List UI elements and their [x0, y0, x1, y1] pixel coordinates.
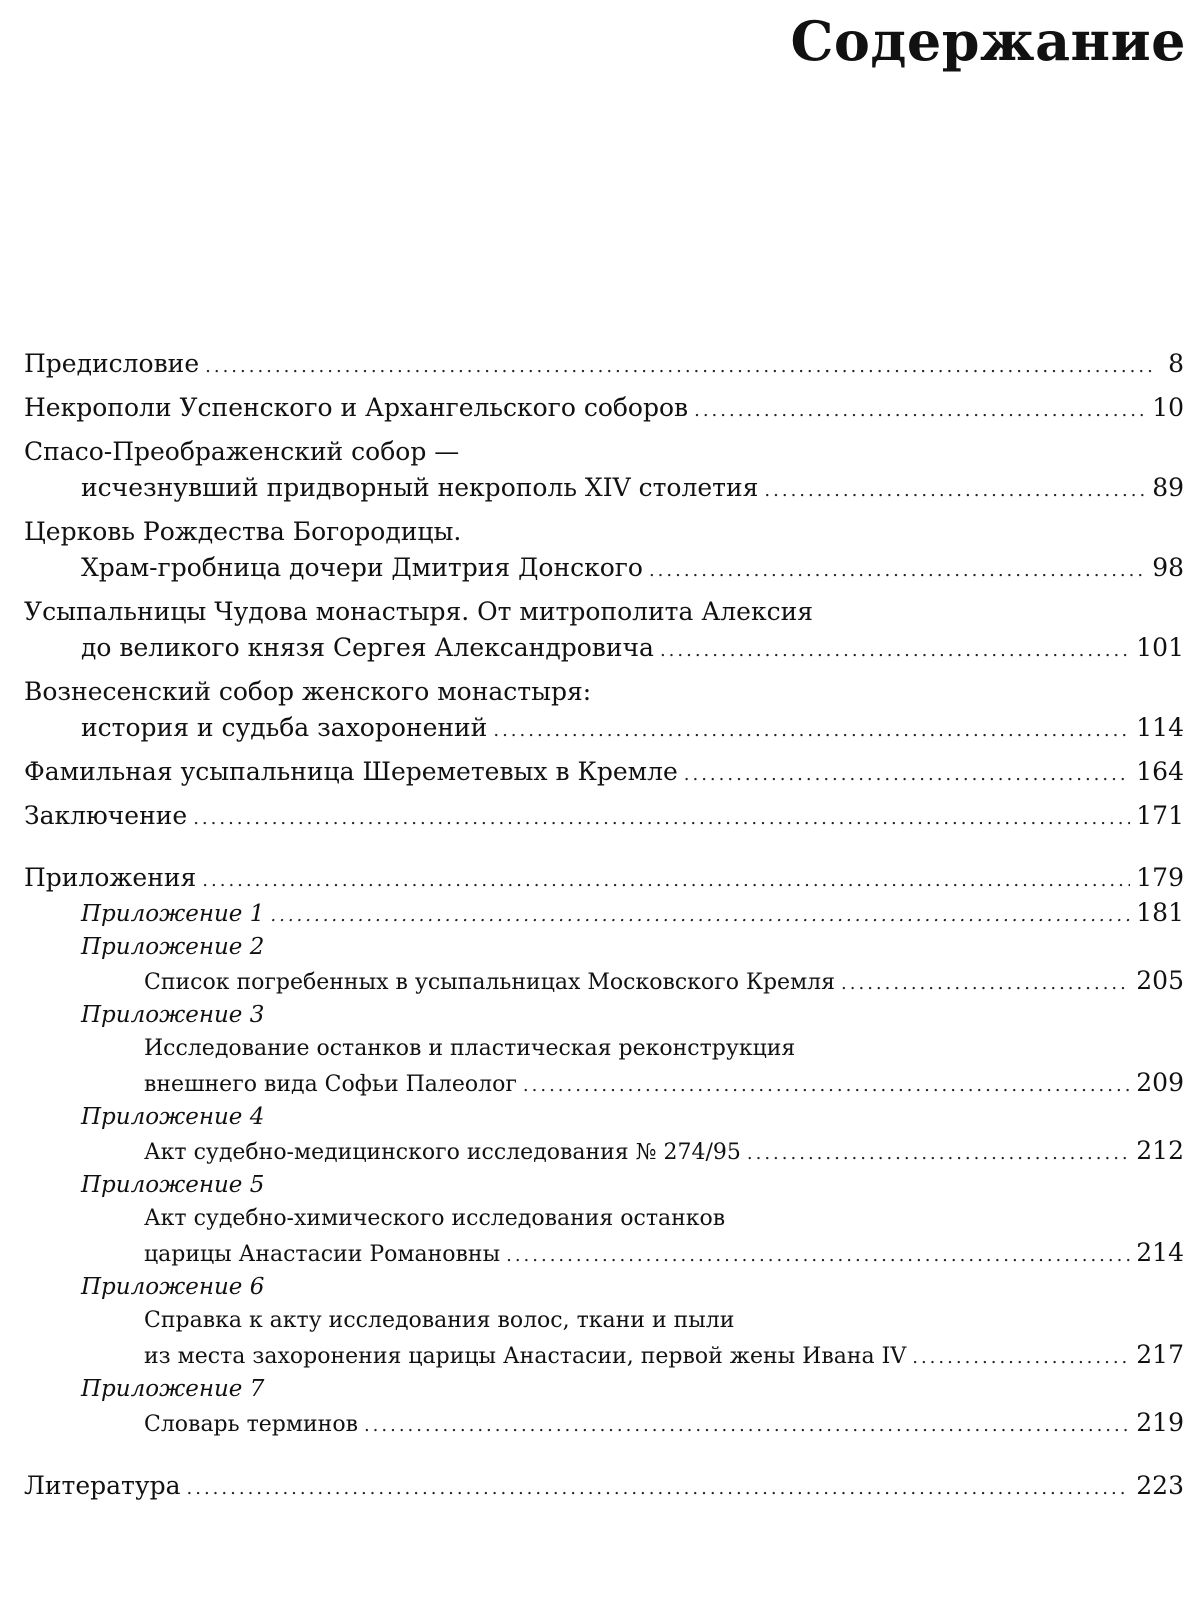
appendix-heading: Приложение 4	[81, 1104, 265, 1130]
dot-leader	[202, 863, 1130, 899]
toc-line	[24, 1468, 1184, 1504]
dot-leader	[187, 1471, 1131, 1507]
dot-leader	[660, 633, 1130, 669]
toc-appendix-entry[interactable]	[24, 1100, 1184, 1168]
dot-leader	[205, 349, 1154, 385]
appendix-heading: Приложение 1	[81, 901, 265, 927]
toc-page-number: 223	[1136, 1471, 1184, 1500]
toc-page-number: 8	[1168, 349, 1184, 378]
toc-appendix-entry[interactable]	[24, 930, 1184, 998]
toc-entry-continuation: исчезнувший придворный некрополь XIV столетия	[81, 473, 759, 502]
toc-entry[interactable]	[24, 514, 1184, 586]
toc-entry-title: Спасо-Преображенский собор —	[24, 437, 460, 466]
toc-entry-title: Предисловие	[24, 349, 200, 378]
page-title: Содержание	[790, 9, 1186, 73]
appendix-heading: Приложение 3	[81, 1002, 265, 1028]
dot-leader	[506, 1239, 1130, 1273]
toc-page-number: 212	[1136, 1136, 1184, 1165]
dot-leader	[270, 899, 1130, 933]
toc-page-number: 209	[1136, 1068, 1184, 1097]
toc-line	[24, 964, 1184, 998]
appendix-heading: Приложение 7	[81, 1376, 265, 1402]
toc-appendix-entry[interactable]	[24, 998, 1184, 1100]
toc-line	[24, 1406, 1184, 1440]
toc-line	[24, 1100, 1184, 1134]
toc-line	[24, 1236, 1184, 1270]
toc-line	[24, 1304, 1184, 1338]
toc-entry[interactable]	[24, 434, 1184, 506]
toc-line	[24, 710, 1184, 746]
toc-page-number: 98	[1152, 553, 1184, 582]
toc-line	[24, 550, 1184, 586]
toc-line	[24, 1338, 1184, 1372]
toc-entry[interactable]	[24, 754, 1184, 790]
dot-leader	[841, 967, 1130, 1001]
toc-line	[24, 514, 1184, 550]
toc-entry-title: Фамильная усыпальница Шереметевых в Кремле	[24, 757, 678, 786]
toc-line	[24, 390, 1184, 426]
toc-entry-title: Заключение	[24, 801, 188, 830]
toc-entry-title: Церковь Рождества Богородицы.	[24, 517, 462, 546]
toc-line	[24, 1270, 1184, 1304]
dot-leader	[364, 1409, 1130, 1443]
toc-entry-continuation: Храм-гробница дочери Дмитрия Донского	[81, 553, 643, 582]
toc-line	[24, 754, 1184, 790]
toc-line	[24, 346, 1184, 382]
dot-leader	[912, 1341, 1130, 1375]
appendix-heading: Приложение 5	[81, 1172, 265, 1198]
toc-entry-title: Некрополи Успенского и Архангельского соборов	[24, 393, 689, 422]
toc-appendix-entry[interactable]	[24, 1168, 1184, 1270]
toc-appendix-entry[interactable]	[24, 1270, 1184, 1372]
toc-line	[24, 594, 1184, 630]
appendix-title: Список погребенных в усыпальницах Московского Кремля	[144, 970, 836, 995]
toc-line	[24, 1066, 1184, 1100]
toc-page-number: 10	[1152, 393, 1184, 422]
appendix-title: Справка к акту исследования волос, ткани и пыли	[144, 1308, 735, 1333]
toc-line	[24, 860, 1184, 896]
toc-entry[interactable]	[24, 594, 1184, 666]
appendix-title: Исследование останков и пластическая реконструкция	[144, 1036, 796, 1061]
toc-line	[24, 1202, 1184, 1236]
dot-leader	[193, 801, 1130, 837]
toc-entry-title: Усыпальницы Чудова монастыря. От митрополита Алексия	[24, 597, 814, 626]
toc-appendix-entry[interactable]	[24, 896, 1184, 930]
appendix-title-continuation: из места захоронения царицы Анастасии, первой жены Ивана IV	[144, 1344, 907, 1369]
toc-entry-continuation: история и судьба захоронений	[81, 713, 488, 742]
toc-entry-title: Приложения	[24, 863, 197, 892]
toc-line	[24, 630, 1184, 666]
appendix-title-continuation: царицы Анастасии Романовны	[144, 1242, 501, 1267]
toc-entry-title: Вознесенский собор женского монастыря:	[24, 677, 592, 706]
dot-leader	[649, 553, 1146, 589]
toc-line	[24, 1032, 1184, 1066]
toc-entry[interactable]	[24, 346, 1184, 382]
toc-page-number: 217	[1136, 1340, 1184, 1369]
toc-page-number: 181	[1136, 898, 1184, 927]
dot-leader	[747, 1137, 1130, 1171]
appendix-title: Акт судебно-химического исследования останков	[144, 1206, 726, 1231]
table-of-contents	[24, 346, 1184, 1504]
dot-leader	[523, 1069, 1130, 1103]
appendix-title: Словарь терминов	[144, 1412, 358, 1437]
toc-page-number: 205	[1136, 966, 1184, 995]
appendix-heading: Приложение 2	[81, 934, 265, 960]
toc-line	[24, 998, 1184, 1032]
toc-appendix-entry[interactable]	[24, 1372, 1184, 1440]
toc-entry-literature[interactable]	[24, 1468, 1184, 1504]
toc-page-number: 101	[1136, 633, 1184, 662]
appendix-heading: Приложение 6	[81, 1274, 265, 1300]
toc-line	[24, 798, 1184, 834]
toc-page-number: 114	[1136, 713, 1184, 742]
toc-line	[24, 674, 1184, 710]
appendix-title-continuation: внешнего вида Софьи Палеолог	[144, 1072, 517, 1097]
toc-line	[24, 896, 1184, 930]
toc-page-number: 214	[1136, 1238, 1184, 1267]
toc-entry-continuation: до великого князя Сергея Александровича	[81, 633, 654, 662]
dot-leader	[694, 393, 1146, 429]
toc-page-number: 171	[1136, 801, 1184, 830]
toc-entry[interactable]	[24, 390, 1184, 426]
toc-entry-title: Литература	[24, 1471, 181, 1500]
appendix-title: Акт судебно-медицинского исследования № 274/95	[144, 1140, 741, 1165]
dot-leader	[684, 757, 1131, 793]
toc-line	[24, 1372, 1184, 1406]
dot-leader	[493, 713, 1130, 749]
toc-page-number: 219	[1136, 1408, 1184, 1437]
toc-page-number: 89	[1152, 473, 1184, 502]
toc-entry[interactable]	[24, 798, 1184, 834]
toc-line	[24, 930, 1184, 964]
toc-page-number: 179	[1136, 863, 1184, 892]
dot-leader	[764, 473, 1146, 509]
toc-entry-appendices[interactable]	[24, 860, 1184, 896]
toc-line	[24, 1168, 1184, 1202]
toc-page-number: 164	[1136, 757, 1184, 786]
toc-line	[24, 434, 1184, 470]
toc-line	[24, 1134, 1184, 1168]
toc-entry[interactable]	[24, 674, 1184, 746]
toc-line	[24, 470, 1184, 506]
